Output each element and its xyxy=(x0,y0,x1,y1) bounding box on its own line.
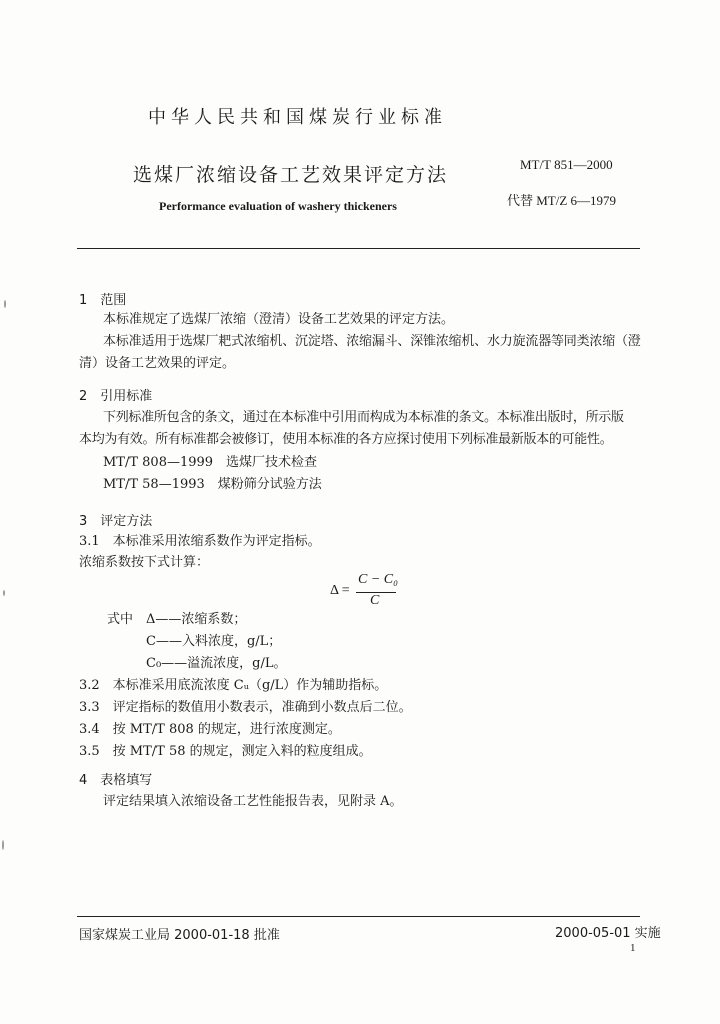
reference-mt-t-58: MT/T 58—1993 煤粉筛分试验方法 xyxy=(103,477,322,492)
scan-speck xyxy=(2,840,4,850)
clause-3-4: 3.4 按 MT/T 808 的规定，进行浓度测定。 xyxy=(79,722,341,737)
clause-3-1: 3.1 本标准采用浓缩系数作为评定指标。 xyxy=(79,534,321,549)
section-1-para-2-line-2: 清）设备工艺效果的评定。 xyxy=(79,356,236,371)
scan-speck xyxy=(3,590,5,596)
standard-number: MT/T 851—2000 xyxy=(520,157,613,172)
formula-lhs: Δ = xyxy=(330,583,350,598)
where-item-c: C——入料浓度，g/L； xyxy=(146,634,282,649)
clause-3-5: 3.5 按 MT/T 58 的规定，测定入料的粒度组成。 xyxy=(79,744,372,759)
section-1-para-2-line-1: 本标准适用于选煤厂耙式浓缩机、沉淀塔、浓缩漏斗、深锥浓缩机、水力旋流器等同类浓缩（澄 xyxy=(103,334,641,349)
section-1-para-1: 本标准规定了选煤厂浓缩（澄清）设备工艺效果的评定方法。 xyxy=(103,312,455,327)
where-item-delta: Δ——浓缩系数； xyxy=(146,612,247,627)
clause-3-3: 3.3 评定指标的数值用小数表示，准确到小数点后二位。 xyxy=(79,700,412,715)
org-standard-heading: 中华人民共和国煤炭行业标准 xyxy=(148,107,447,128)
footer-divider xyxy=(77,916,640,917)
section-2-heading: 2 引用标准 xyxy=(79,389,153,404)
english-title: Performance evaluation of washery thickeners xyxy=(159,199,397,213)
clause-3-2: 3.2 本标准采用底流浓度 Cᵤ（g/L）作为辅助指标。 xyxy=(79,678,388,693)
implementation-date: 2000-05-01 实施 xyxy=(555,926,661,941)
replaces-standard: 代替 MT/Z 6—1979 xyxy=(507,193,617,208)
where-item-c0: C₀——溢流浓度，g/L。 xyxy=(146,656,287,671)
formula-denominator: C xyxy=(370,593,380,608)
formula xyxy=(330,572,400,612)
section-4-heading: 4 表格填写 xyxy=(79,773,153,788)
section-2-para-line-1: 下列标准所包含的条文，通过在本标准中引用而构成为本标准的条文。本标准出版时，所示版 xyxy=(103,410,624,425)
section-2-para-line-2: 本均为有效。所有标准都会被修订，使用本标准的各方应探讨使用下列标准最新版本的可能性。 xyxy=(79,432,613,447)
approval-line: 国家煤炭工业局 2000-01-18 批准 xyxy=(79,928,280,943)
section-1-heading: 1 范围 xyxy=(79,293,127,308)
clause-3-1-formula-intro: 浓缩系数按下式计算： xyxy=(79,555,210,570)
section-3-heading: 3 评定方法 xyxy=(79,514,153,529)
reference-mt-t-808: MT/T 808—1999 选煤厂技术检查 xyxy=(103,455,318,470)
section-4-para: 评定结果填入浓缩设备工艺性能报告表，见附录 A。 xyxy=(103,794,403,809)
document-title: 选煤厂浓缩设备工艺效果评定方法 xyxy=(133,164,449,186)
page-number: 1 xyxy=(630,942,636,954)
where-label: 式中 xyxy=(107,612,134,627)
formula-numerator: C − C₀ xyxy=(358,572,398,587)
scan-speck xyxy=(4,300,6,308)
header-divider xyxy=(77,248,640,249)
